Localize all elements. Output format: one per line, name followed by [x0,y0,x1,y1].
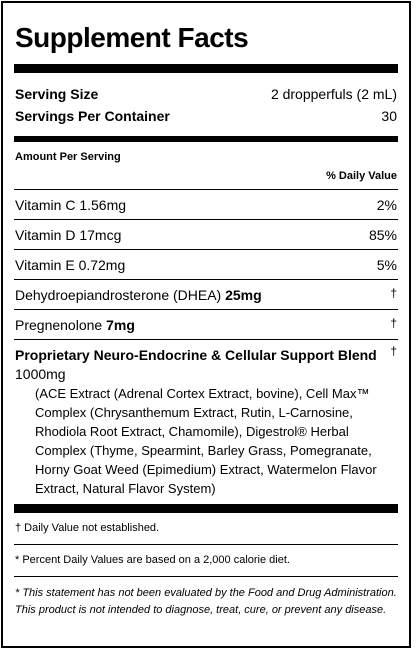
pregnenolone-amount: 7mg [106,317,135,333]
dagger-mark: † [390,344,397,358]
dhea-amount: 25mg [225,287,262,303]
serving-size-label: Serving Size [15,86,99,102]
nutrient-name: Vitamin C [15,197,76,213]
servings-value: 30 [381,108,397,124]
blend-amount: 1000mg [15,366,66,382]
nutrient-amount: 1.56mg [79,197,127,213]
serving-size-row [15,83,397,105]
nutrient-dv: 85% [368,227,397,243]
servings-label: Servings Per Container [15,108,170,124]
dhea-row [15,280,397,309]
nutrient-dv: 5% [376,257,397,273]
dhea-name: Dehydroepiandrosterone (DHEA) [15,287,222,303]
footnote-dagger: † Daily Value not established. [15,522,160,534]
daily-value-header: % Daily Value [326,170,397,182]
blend-name: Proprietary Neuro-Endocrine & Cellular Support Blend [15,347,377,363]
amount-per-serving: Amount Per Serving [15,151,121,163]
blend-ingredients: (ACE Extract (Adrenal Cortex Extract, bovine), Cell Max™ Complex (Chrysanthemum Extract, Rutin, L-Carnosine, Rhodiola Root Extract, Chamomile), Digestrol® Herbal Complex (Thyme, Spearmint, Barley Grass, Pomegranate, Horny Goat Weed (Epimedium) Extract, Watermelon Flavor Extract, Natural Flavor System) [35,386,377,496]
fda-disclaimer: * This statement has not been evaluated by the Food and Drug Administration. This product is not intended to diagnose, treat, cure, or prevent any disease. [15,587,397,616]
servings-row [15,105,397,127]
nutrient-name: Vitamin E [15,257,75,273]
serving-size-value: 2 dropperfuls (2 mL) [270,86,397,102]
nutrient-row-vitamin-c [15,190,397,219]
proprietary-blend [15,340,397,504]
panel-title: Supplement Facts [15,22,249,53]
pregnenolone-row [15,310,397,339]
nutrient-amount: 0.72mg [78,257,126,273]
supplement-facts-panel [1,1,411,648]
dagger-mark: † [390,286,397,300]
nutrient-amount: 17mcg [79,227,122,243]
nutrient-row-vitamin-e [15,250,397,279]
dagger-mark: † [390,316,397,330]
nutrient-dv: 2% [376,197,397,213]
pregnenolone-name: Pregnenolone [15,317,103,333]
thick-divider [14,504,398,513]
nutrient-row-vitamin-d [15,220,397,249]
footnote-percent: * Percent Daily Values are based on a 2,000 calorie diet. [15,554,290,566]
thick-divider [14,64,398,73]
medium-divider [14,136,398,142]
nutrient-name: Vitamin D [15,227,76,243]
